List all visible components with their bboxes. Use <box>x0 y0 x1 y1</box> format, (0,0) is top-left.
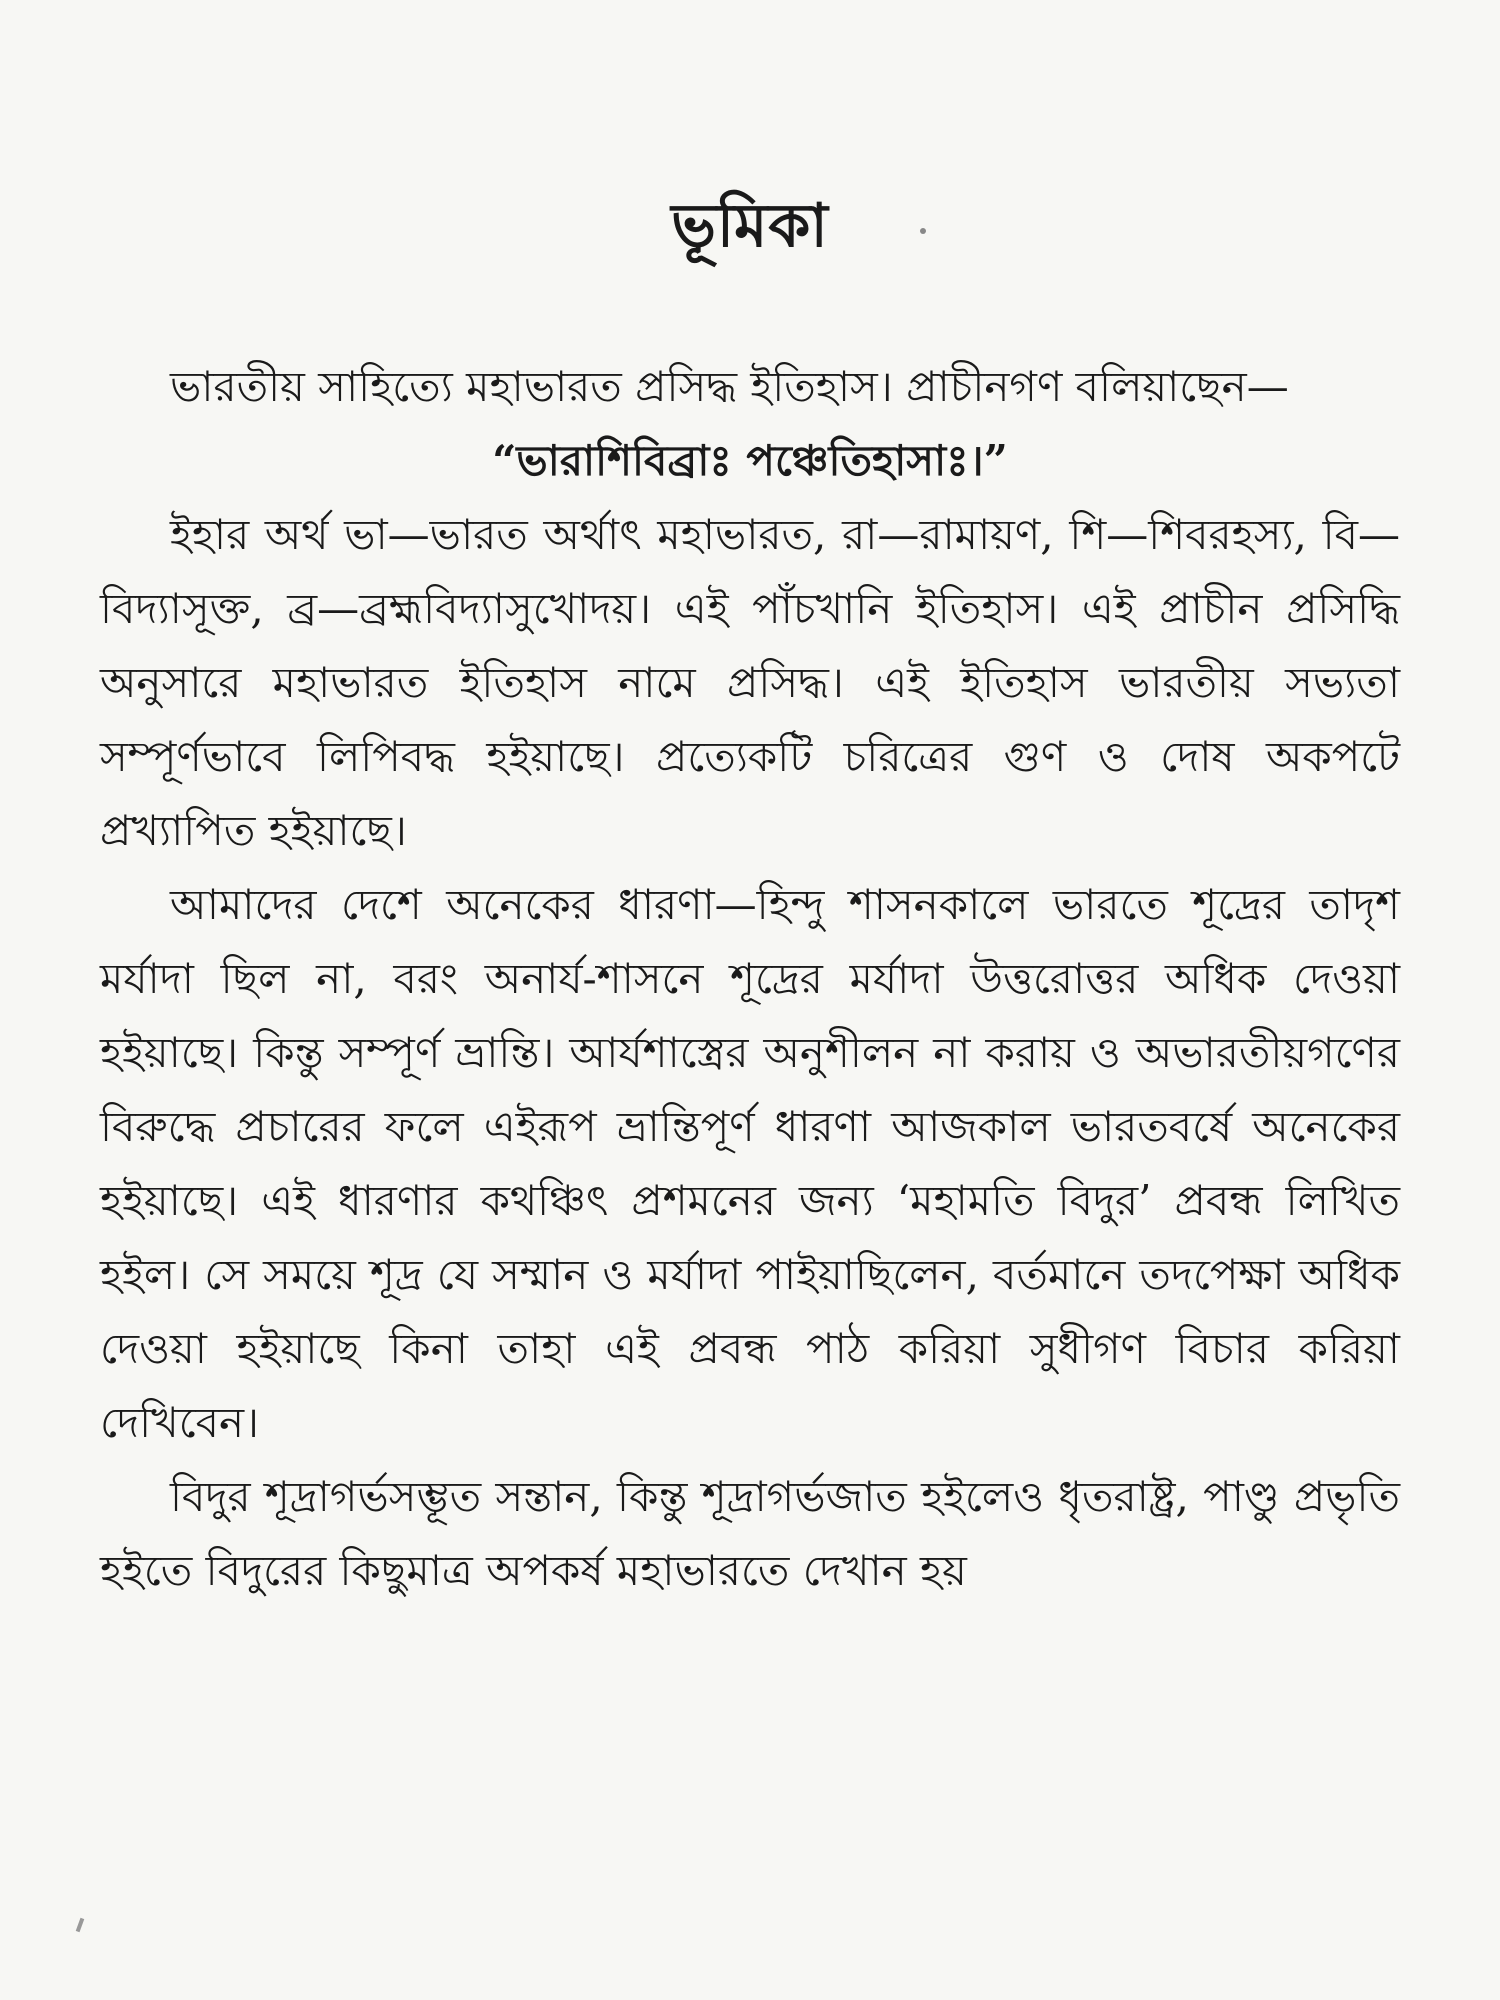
book-page <box>100 0 1400 2000</box>
margin-mark <box>76 1918 85 1933</box>
paragraph-vidura: বিদুর শূদ্রাগর্ভসম্ভূত সন্তান, কিন্তু শূদ্রাগর্ভজাত হইলেও ধৃতরাষ্ট্র, পাণ্ডু প্রভৃতি হইতে বিদুরের কিছুমাত্র অপকর্ষ মহাভারতে দেখান হয় <box>100 1472 1400 1595</box>
paragraph-intro: ভারতীয় সাহিত্যে মহাভারত প্রসিদ্ধ ইতিহাস। প্রাচীনগণ বলিয়াছেন— <box>170 362 1289 411</box>
page-title: ভূমিকা <box>671 191 829 261</box>
body-text <box>100 350 1400 1608</box>
paragraph-meaning: ইহার অর্থ ভা—ভারত অর্থাৎ মহাভারত, রা—রামায়ণ, শি—শিবরহস্য, বি—বিদ্যাসূক্ত, ব্র—ব্রহ্মবিদ্যাসুখোদয়। এই পাঁচখানি ইতিহাস। এই প্রাচীন প্রসিদ্ধি অনুসারে মহাভারত ইতিহাস নামে প্রসিদ্ধ। এই ইতিহাস ভারতীয় সভ্যতা সম্পূর্ণভাবে লিপিবদ্ধ হইয়াছে। প্রত্যেকটি চরিত্রের গুণ ও দোষ অকপটে প্রখ্যাপিত হইয়াছে। <box>100 510 1400 855</box>
paragraph-belief: আমাদের দেশে অনেকের ধারণা—হিন্দু শাসনকালে ভারতে শূদ্রের তাদৃশ মর্যাদা ছিল না, বরং অনার্য-শাসনে শূদ্রের মর্যাদা উত্তরোত্তর অধিক দেওয়া হইয়াছে। কিন্তু সম্পূর্ণ ভ্রান্তি। আর্যশাস্ত্রের অনুশীলন না করায় ও অভারতীয়গণের বিরুদ্ধে প্রচারের ফলে এইরূপ ভ্রান্তিপূর্ণ ধারণা আজকাল ভারতবর্ষে অনেকের হইয়াছে। এই ধারণার কথঞ্চিৎ প্রশমনের জন্য ‘মহামতি বিদুর’ প্রবন্ধ লিখিত হইল। সে সময়ে শূদ্র যে সম্মান ও মর্যাদা পাইয়াছিলেন, বর্তমানে তদপেক্ষা অধিক দেওয়া হইয়াছে কিনা তাহা এই প্রবন্ধ পাঠ করিয়া সুধীগণ বিচার করিয়া দেখিবেন। <box>100 880 1400 1447</box>
ink-speck <box>920 228 926 234</box>
verse-quote: “ভারাশিবিব্রাঃ পঞ্চেতিহাসাঃ।” <box>492 436 1008 485</box>
